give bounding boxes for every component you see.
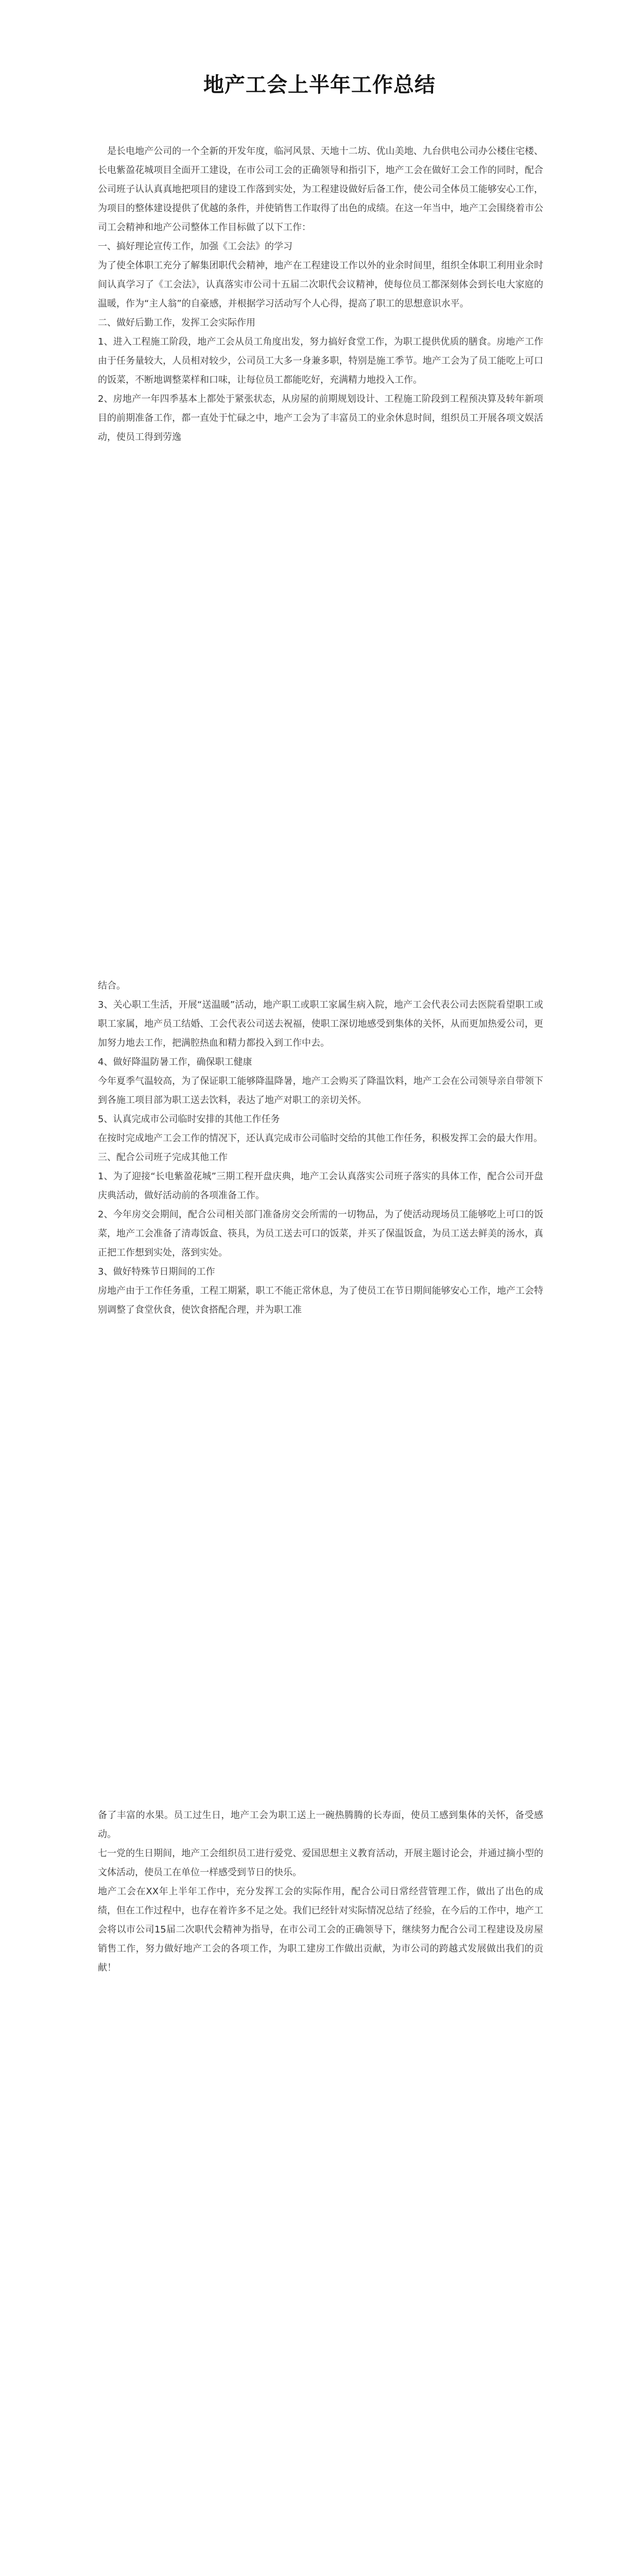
paragraph: 房地产由于工作任务重，工程工期紧，职工不能正常休息，为了使员工在节日期间能够安心工作，地产工会特别调整了食堂伙食，使饮食搭配合理，并为职工准	[98, 1285, 543, 1315]
paragraph: 结合。	[98, 980, 126, 991]
section-heading-1: 一、搞好理论宣传工作，加强《工会法》的学习	[98, 241, 292, 252]
sub-heading-5: 5、认真完成市公司临时安排的其他工作任务	[98, 1114, 280, 1125]
paragraph: 3、关心职工生活，开展“送温暖”活动，地产职工或职工家属生病入院，地产工会代表公司去医院看望职工或职工家属，地产员工结婚、工会代表公司送去祝福，使职工深切地感受到集体的关怀，从而更加热爱公司，更加努力地去工作，把满腔热血和精力都投入到工作中去。	[98, 999, 543, 1048]
paragraph: 1、为了迎接“长电紫盈花城”三期工程开盘庆典，地产工会认真落实公司班子落实的具体工作，配合公司开盘庆典活动，做好活动前的各项准备工作。	[98, 1171, 543, 1201]
paragraph: 1、进入工程施工阶段，地产工会从员工角度出发，努力搞好食堂工作，为职工提供优质的膳食。房地产工作由于任务量较大，人员相对较少，公司员工大多一身兼多职，特别是施工季节。地产工会为了员工能吃上可口的饭菜，不断地调整菜样和口味，让每位员工都能吃好，充满精力地投入工作。	[98, 336, 543, 385]
section-heading-3: 三、配合公司班子完成其他工作	[98, 1152, 228, 1163]
section-heading-2: 二、做好后勤工作，发挥工会实际作用	[98, 317, 255, 328]
paragraph: 七一党的生日期间，地产工会组织员工进行爱党、爱国思想主义教育活动，开展主题讨论会，并通过摘小型的文体活动，使员工在单位一样感受到节日的快乐。	[98, 1848, 543, 1878]
paragraph-conclusion: 地产工会在XX年上半年工作中，充分发挥工会的实际作用，配合公司日常经营管理工作，做出了出色的成绩，但在工作过程中，也存在着许多不足之处。我们已经针对实际情况总结了经验，在今后的工作中，地产工会将以市公司15届二次职代会精神为指导，在市公司工会的正确领导下，继续努力配合公司工程建设及房屋销售工作，努力做好地产工会的各项工作，为职工建房工作做出贡献，为市公司的跨越式发展做出我们的贡献！	[98, 1886, 543, 1973]
sub-heading-4: 4、做好降温防暑工作，确保职工健康	[98, 1057, 252, 1067]
paragraph: 在按时完成地产工会工作的情况下，还认真完成市公司临时交给的其他工作任务，积极发挥工会的最大作用。	[98, 1133, 543, 1144]
paragraph: 今年夏季气温较高，为了保证职工能够降温降暑，地产工会购买了降温饮料，地产工会在公司领导亲自带领下到各施工项目部为职工送去饮料，表达了地产对职工的亲切关怀。	[98, 1076, 543, 1106]
text-block-3	[98, 1806, 543, 1977]
text-block-2	[98, 976, 543, 1319]
paragraph: 为了使全体职工充分了解集团职代会精神，地产在工程建设工作以外的业余时间里，组织全体职工利用业余时间认真学习了《工会法》，认真落实市公司十五届二次职代会议精神，使每位员工都深刻体会到长电大家庭的温暖，作为“主人翁”的自豪感，并根据学习活动写个人心得，提高了职工的思想意识水平。	[98, 260, 543, 309]
sub-heading-3: 3、做好特殊节日期间的工作	[98, 1266, 215, 1277]
document-title: 地产工会上半年工作总结	[203, 73, 436, 97]
paragraph: 2、房地产一年四季基本上都处于紧张状态，从房屋的前期规划设计、工程施工阶段到工程预决算及转年新项目的前期准备工作，都一直处于忙碌之中，地产工会为了丰富员工的业余休息时间，组织员工开展各项文娱活动，使员工得到劳逸	[98, 394, 543, 443]
paragraph: 2、今年房交会期间，配合公司相关部门准备房交会所需的一切物品，为了使活动现场员工能够吃上可口的饭菜，地产工会准备了清毒饭盒、筷具，为员工送去可口的饭菜，并买了保温饭盒，为员工送去鲜美的汤水，真正把工作想到实处，落到实处。	[98, 1209, 543, 1258]
text-block-1	[98, 142, 543, 447]
paragraph: 备了丰富的水果。员工过生日，地产工会为职工送上一碗热腾腾的长寿面，使员工感到集体的关怀，备受感动。	[98, 1810, 543, 1840]
paragraph-intro: 是长电地产公司的一个全新的开发年度，临河风景、天地十二坊、优山美地、九台供电公司办公楼住宅楼、长电紫盈花城项目全面开工建设，在市公司工会的正确领导和指引下，地产工会在做好工会工作的同时，配合公司班子认认真真地把项目的建设工作落到实处，为工程建设做好后备工作，使公司全体员工能够安心工作，为项目的整体建设提供了优越的条件，并使销售工作取得了出色的成绩。在这一年当中，地产工会围绕着市公司工会精神和地产公司整体工作目标做了以下工作：	[98, 146, 543, 233]
